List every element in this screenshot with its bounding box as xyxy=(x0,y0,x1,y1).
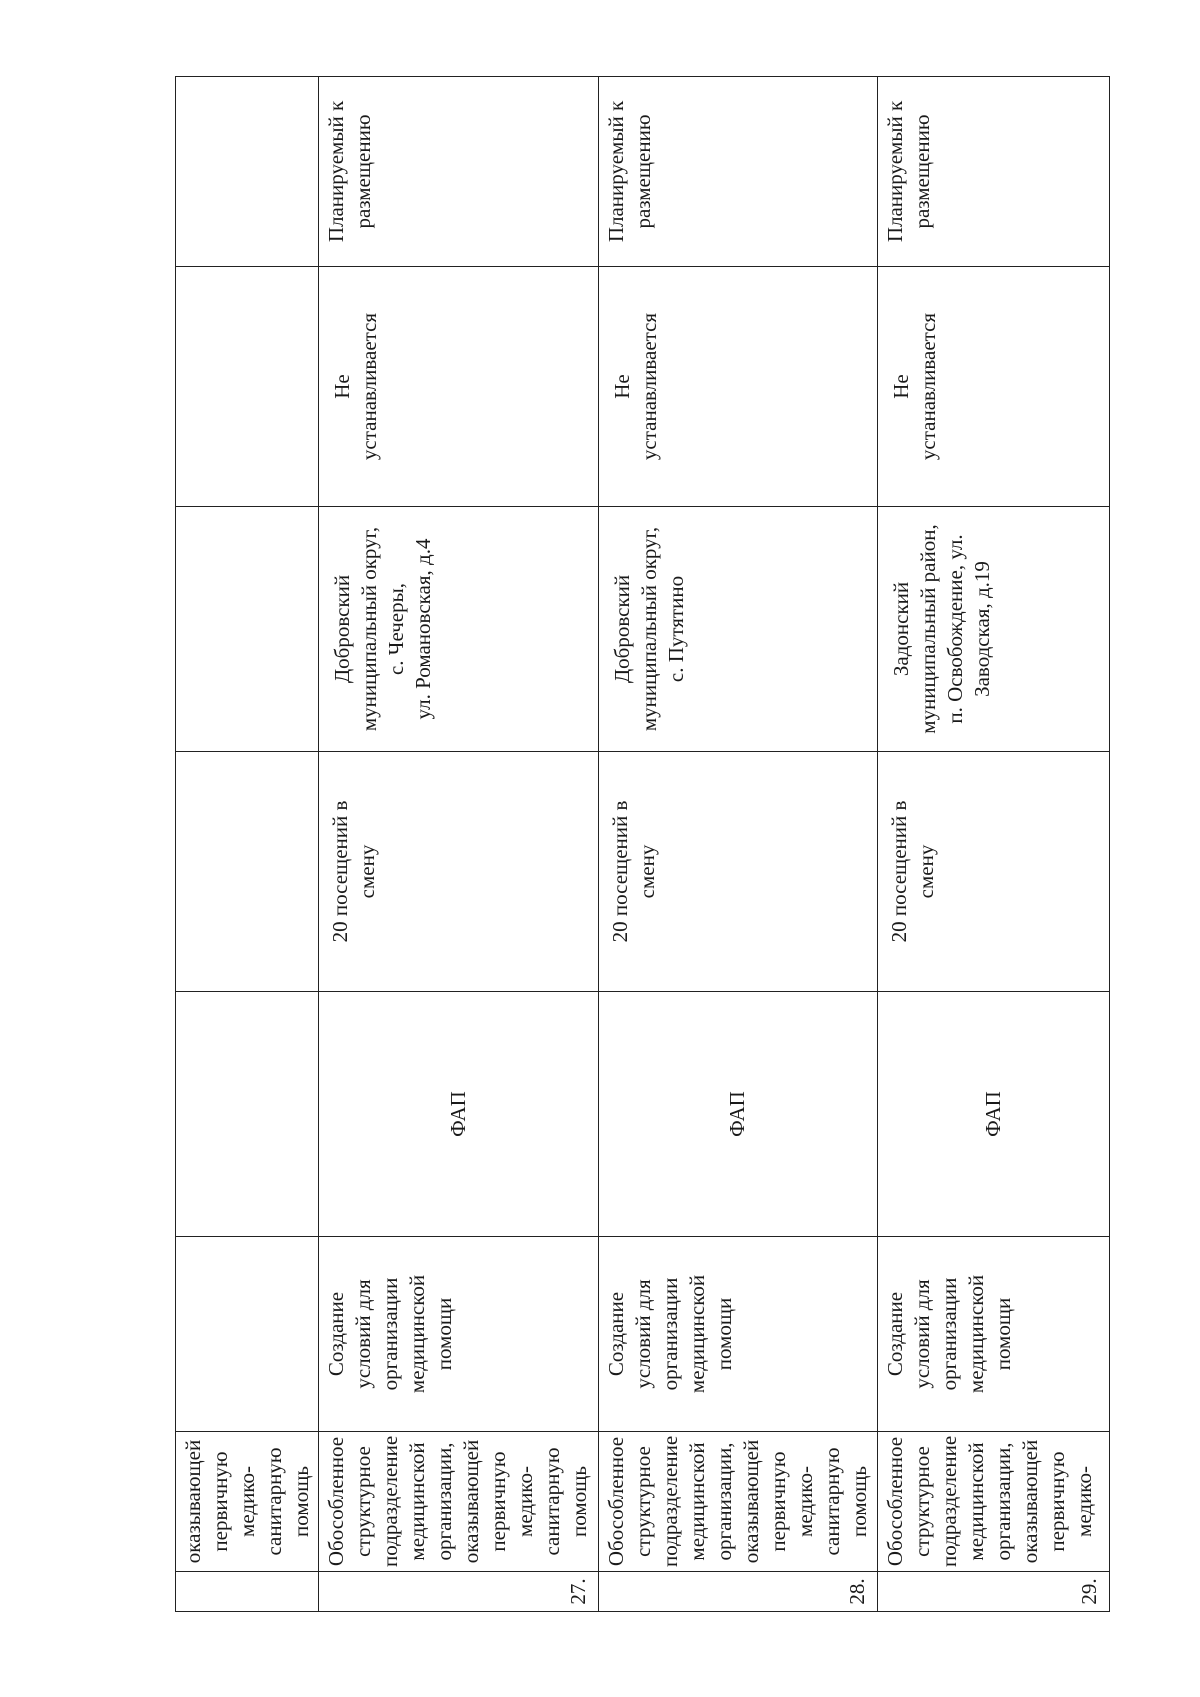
purpose-line: условий для xyxy=(351,1279,376,1389)
zone-line: Не xyxy=(889,374,913,399)
type-line: медико- xyxy=(1072,1466,1096,1537)
type-line: оказывающей xyxy=(181,1439,205,1564)
address-line: с. Путятино xyxy=(663,575,688,683)
row-number: 29. xyxy=(878,1572,1110,1612)
address-line: Заводская, д.19 xyxy=(970,561,994,697)
type-line: санитарную xyxy=(540,1447,565,1556)
purpose-line: условий для xyxy=(910,1279,934,1389)
kind-cell xyxy=(176,992,319,1237)
kind-cell: ФАП xyxy=(319,992,598,1237)
num-cell xyxy=(176,1572,319,1612)
status-cell xyxy=(319,77,598,267)
capacity-cell xyxy=(598,752,877,992)
zone-line: Не xyxy=(609,374,634,399)
purpose-line: помощи xyxy=(711,1297,736,1371)
type-line: санитарную xyxy=(262,1447,286,1556)
capacity-line: 20 посещений в xyxy=(328,800,353,943)
address-cell xyxy=(319,507,598,752)
type-line: подразделение xyxy=(657,1435,682,1567)
status-cell xyxy=(878,77,1110,267)
capacity-cell xyxy=(319,752,598,992)
table-row-27 xyxy=(319,77,598,1612)
address-cell xyxy=(878,507,1110,752)
type-line: оказывающей xyxy=(738,1439,763,1564)
address-line: Задонский xyxy=(889,581,913,677)
type-line: структурное xyxy=(630,1446,655,1557)
type-line: первичную xyxy=(208,1451,232,1552)
type-line: медико- xyxy=(513,1466,538,1537)
status-line: Планируемый к xyxy=(883,100,907,243)
objects-table xyxy=(175,76,1110,1612)
type-line: структурное xyxy=(910,1446,934,1557)
purpose-cell xyxy=(878,1237,1110,1432)
type-line: Обособленное xyxy=(324,1436,349,1567)
purpose-line: помощи xyxy=(432,1297,457,1371)
type-line: медико- xyxy=(235,1466,259,1537)
purpose-line: помощи xyxy=(991,1297,1015,1371)
status-line: размещению xyxy=(630,114,655,229)
zone-line: устанавливается xyxy=(357,312,382,461)
status-cell xyxy=(598,77,877,267)
type-line: медико- xyxy=(792,1466,817,1537)
status-line: Планируемый к xyxy=(603,100,628,243)
type-line: Обособленное xyxy=(603,1436,628,1567)
type-line: помощь xyxy=(289,1466,313,1537)
address-line: п. Освобождение, ул. xyxy=(943,534,967,724)
status-cell xyxy=(176,77,319,267)
address-line: Добровский xyxy=(330,574,355,684)
purpose-line: Создание xyxy=(883,1291,907,1377)
zone-line: устанавливается xyxy=(916,312,940,461)
type-line: санитарную xyxy=(819,1447,844,1556)
purpose-line: организации xyxy=(657,1277,682,1391)
row-number: 28. xyxy=(598,1572,877,1612)
purpose-cell xyxy=(176,1237,319,1432)
purpose-line: условий для xyxy=(630,1279,655,1389)
purpose-line: медицинской xyxy=(684,1274,709,1394)
purpose-line: медицинской xyxy=(964,1274,988,1394)
purpose-line: медицинской xyxy=(405,1274,430,1394)
purpose-cell xyxy=(319,1237,598,1432)
capacity-line: смену xyxy=(355,844,380,899)
zone-cell xyxy=(598,267,877,507)
type-line: Обособленное xyxy=(883,1436,907,1567)
type-cell xyxy=(176,1432,319,1572)
type-line: структурное xyxy=(351,1446,376,1557)
capacity-line: смену xyxy=(914,844,938,899)
row-number: 27. xyxy=(319,1572,598,1612)
status-line: Планируемый к xyxy=(324,100,349,243)
address-line: муниципальный район, xyxy=(916,524,940,734)
purpose-line: Создание xyxy=(324,1291,349,1377)
rotated-table-sheet xyxy=(175,77,1110,1612)
capacity-line: 20 посещений в xyxy=(607,800,632,943)
zone-line: устанавливается xyxy=(636,312,661,461)
type-line: оказывающей xyxy=(459,1439,484,1564)
type-line: первичную xyxy=(486,1451,511,1552)
zone-cell xyxy=(878,267,1110,507)
type-line: медицинской xyxy=(964,1442,988,1561)
capacity-cell xyxy=(878,752,1110,992)
zone-cell xyxy=(319,267,598,507)
address-cell xyxy=(176,507,319,752)
table-row-28 xyxy=(598,77,877,1612)
type-line: первичную xyxy=(765,1451,790,1552)
type-line: первичную xyxy=(1045,1451,1069,1552)
type-cell xyxy=(319,1432,598,1572)
status-line: размещению xyxy=(351,114,376,229)
type-line: оказывающей xyxy=(1018,1439,1042,1564)
type-line: помощь xyxy=(567,1466,592,1537)
purpose-cell xyxy=(598,1237,877,1432)
table-row-continuation xyxy=(176,77,319,1612)
kind-cell: ФАП xyxy=(598,992,877,1237)
status-line: размещению xyxy=(910,114,934,229)
type-line: организации, xyxy=(432,1442,457,1561)
type-line: организации, xyxy=(991,1442,1015,1561)
type-cell xyxy=(878,1432,1110,1572)
address-cell xyxy=(598,507,877,752)
capacity-cell xyxy=(176,752,319,992)
address-line: муниципальный округ, xyxy=(357,526,382,732)
table-row-29 xyxy=(878,77,1110,1612)
address-line: ул. Романовская, д.4 xyxy=(411,538,436,720)
purpose-line: организации xyxy=(378,1277,403,1391)
address-line: с. Чечеры, xyxy=(384,583,409,676)
type-line: помощь xyxy=(846,1466,871,1537)
capacity-line: 20 посещений в xyxy=(887,800,911,943)
purpose-line: организации xyxy=(937,1277,961,1391)
zone-line: Не xyxy=(330,374,355,399)
type-line: подразделение xyxy=(378,1435,403,1567)
purpose-line: Создание xyxy=(603,1291,628,1377)
kind-cell: ФАП xyxy=(878,992,1110,1237)
type-line: подразделение xyxy=(937,1435,961,1567)
type-cell xyxy=(598,1432,877,1572)
type-line: медицинской xyxy=(684,1442,709,1561)
type-line: медицинской xyxy=(405,1442,430,1561)
address-line: Добровский xyxy=(609,574,634,684)
address-line: муниципальный округ, xyxy=(636,526,661,732)
zone-cell xyxy=(176,267,319,507)
type-line: организации, xyxy=(711,1442,736,1561)
capacity-line: смену xyxy=(634,844,659,899)
